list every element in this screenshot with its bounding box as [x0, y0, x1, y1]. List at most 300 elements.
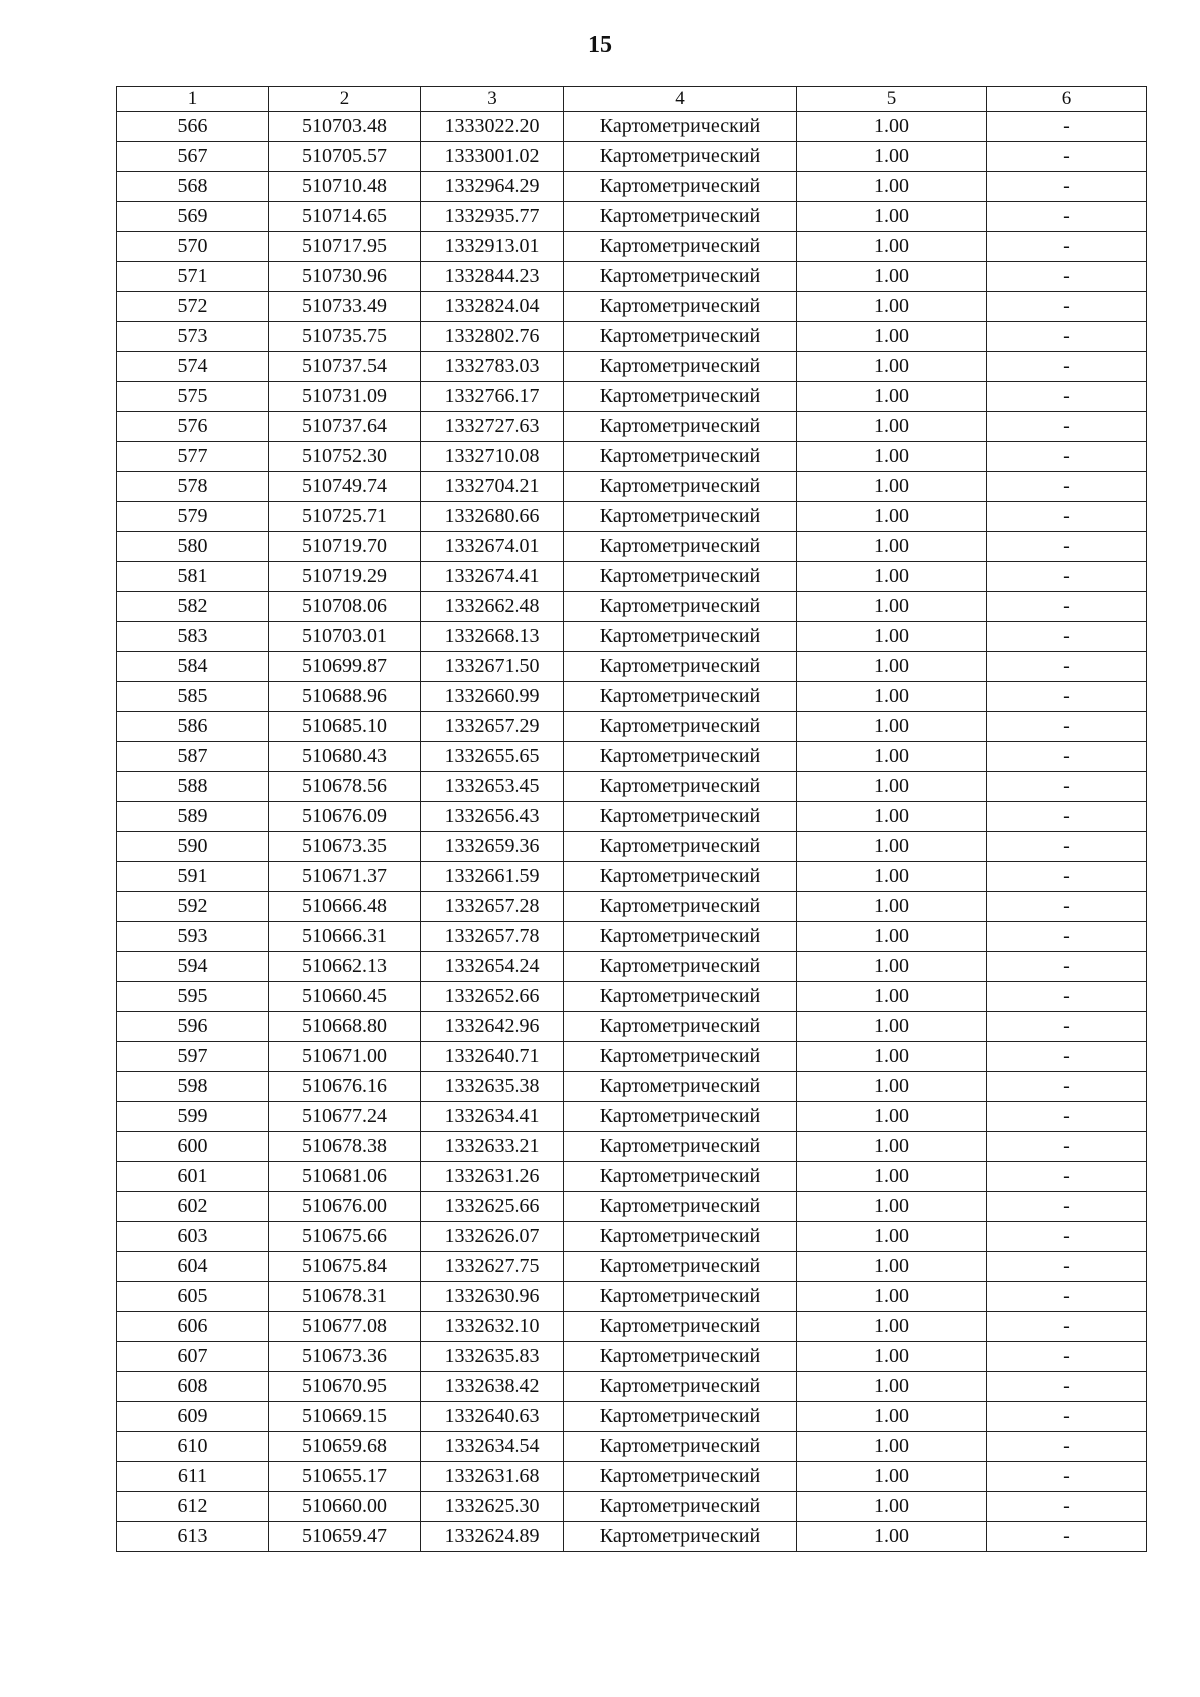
method-cell: Картометрический	[564, 202, 797, 232]
method-cell: Картометрический	[564, 1132, 797, 1162]
description-cell: -	[987, 352, 1147, 382]
table-row	[117, 1162, 1147, 1192]
table-row	[117, 1102, 1147, 1132]
method-cell: Картометрический	[564, 352, 797, 382]
y-coordinate-cell: 1332632.10	[421, 1312, 564, 1342]
point-number-cell: 586	[117, 712, 269, 742]
y-coordinate-cell: 1332625.30	[421, 1492, 564, 1522]
x-coordinate-cell: 510676.00	[269, 1192, 421, 1222]
method-cell: Картометрический	[564, 892, 797, 922]
table-row	[117, 472, 1147, 502]
point-number-cell: 578	[117, 472, 269, 502]
x-coordinate-cell: 510735.75	[269, 322, 421, 352]
method-cell: Картометрический	[564, 1162, 797, 1192]
point-number-cell: 570	[117, 232, 269, 262]
accuracy-cell: 1.00	[797, 142, 987, 172]
table-row	[117, 742, 1147, 772]
y-coordinate-cell: 1332727.63	[421, 412, 564, 442]
y-coordinate-cell: 1332633.21	[421, 1132, 564, 1162]
table-row	[117, 352, 1147, 382]
x-coordinate-cell: 510737.64	[269, 412, 421, 442]
accuracy-cell: 1.00	[797, 1162, 987, 1192]
point-number-cell: 605	[117, 1282, 269, 1312]
y-coordinate-cell: 1332674.41	[421, 562, 564, 592]
x-coordinate-cell: 510725.71	[269, 502, 421, 532]
accuracy-cell: 1.00	[797, 1402, 987, 1432]
point-number-cell: 590	[117, 832, 269, 862]
x-coordinate-cell: 510670.95	[269, 1372, 421, 1402]
accuracy-cell: 1.00	[797, 1072, 987, 1102]
y-coordinate-cell: 1332624.89	[421, 1522, 564, 1552]
description-cell: -	[987, 232, 1147, 262]
method-cell: Картометрический	[564, 262, 797, 292]
accuracy-cell: 1.00	[797, 1192, 987, 1222]
description-cell: -	[987, 1402, 1147, 1432]
x-coordinate-cell: 510719.70	[269, 532, 421, 562]
table-row	[117, 1192, 1147, 1222]
page-number: 15	[588, 32, 612, 58]
point-number-cell: 585	[117, 682, 269, 712]
accuracy-cell: 1.00	[797, 502, 987, 532]
accuracy-cell: 1.00	[797, 1132, 987, 1162]
point-number-cell: 571	[117, 262, 269, 292]
method-cell: Картометрический	[564, 1432, 797, 1462]
column-header: 6	[987, 87, 1147, 112]
method-cell: Картометрический	[564, 1252, 797, 1282]
description-cell: -	[987, 172, 1147, 202]
table-row	[117, 172, 1147, 202]
x-coordinate-cell: 510714.65	[269, 202, 421, 232]
table-row	[117, 892, 1147, 922]
y-coordinate-cell: 1332638.42	[421, 1372, 564, 1402]
accuracy-cell: 1.00	[797, 652, 987, 682]
table-row	[117, 802, 1147, 832]
point-number-cell: 587	[117, 742, 269, 772]
y-coordinate-cell: 1332640.71	[421, 1042, 564, 1072]
point-number-cell: 580	[117, 532, 269, 562]
description-cell: -	[987, 1132, 1147, 1162]
y-coordinate-cell: 1332625.66	[421, 1192, 564, 1222]
method-cell: Картометрический	[564, 1312, 797, 1342]
point-number-cell: 603	[117, 1222, 269, 1252]
accuracy-cell: 1.00	[797, 1252, 987, 1282]
point-number-cell: 610	[117, 1432, 269, 1462]
description-cell: -	[987, 1432, 1147, 1462]
method-cell: Картометрический	[564, 1072, 797, 1102]
description-cell: -	[987, 142, 1147, 172]
description-cell: -	[987, 652, 1147, 682]
point-number-cell: 581	[117, 562, 269, 592]
accuracy-cell: 1.00	[797, 352, 987, 382]
method-cell: Картометрический	[564, 1522, 797, 1552]
description-cell: -	[987, 1522, 1147, 1552]
table-row	[117, 592, 1147, 622]
point-number-cell: 609	[117, 1402, 269, 1432]
description-cell: -	[987, 562, 1147, 592]
y-coordinate-cell: 1332635.83	[421, 1342, 564, 1372]
x-coordinate-cell: 510731.09	[269, 382, 421, 412]
accuracy-cell: 1.00	[797, 982, 987, 1012]
x-coordinate-cell: 510660.45	[269, 982, 421, 1012]
method-cell: Картометрический	[564, 1402, 797, 1432]
y-coordinate-cell: 1332824.04	[421, 292, 564, 322]
accuracy-cell: 1.00	[797, 412, 987, 442]
x-coordinate-cell: 510677.24	[269, 1102, 421, 1132]
description-cell: -	[987, 1042, 1147, 1072]
column-header: 2	[269, 87, 421, 112]
point-number-cell: 574	[117, 352, 269, 382]
table-row	[117, 862, 1147, 892]
description-cell: -	[987, 1162, 1147, 1192]
accuracy-cell: 1.00	[797, 1042, 987, 1072]
table-row	[117, 1432, 1147, 1462]
method-cell: Картометрический	[564, 1372, 797, 1402]
description-cell: -	[987, 772, 1147, 802]
y-coordinate-cell: 1332661.59	[421, 862, 564, 892]
y-coordinate-cell: 1332674.01	[421, 532, 564, 562]
point-number-cell: 577	[117, 442, 269, 472]
coordinates-table	[116, 86, 1147, 1552]
y-coordinate-cell: 1332660.99	[421, 682, 564, 712]
x-coordinate-cell: 510737.54	[269, 352, 421, 382]
point-number-cell: 600	[117, 1132, 269, 1162]
point-number-cell: 595	[117, 982, 269, 1012]
table-row	[117, 712, 1147, 742]
table-row	[117, 262, 1147, 292]
y-coordinate-cell: 1332668.13	[421, 622, 564, 652]
table-row	[117, 1402, 1147, 1432]
point-number-cell: 593	[117, 922, 269, 952]
method-cell: Картометрический	[564, 742, 797, 772]
method-cell: Картометрический	[564, 622, 797, 652]
y-coordinate-cell: 1332710.08	[421, 442, 564, 472]
description-cell: -	[987, 1312, 1147, 1342]
point-number-cell: 596	[117, 1012, 269, 1042]
point-number-cell: 568	[117, 172, 269, 202]
description-cell: -	[987, 382, 1147, 412]
table-row	[117, 142, 1147, 172]
method-cell: Картометрический	[564, 232, 797, 262]
method-cell: Картометрический	[564, 322, 797, 352]
point-number-cell: 582	[117, 592, 269, 622]
column-header: 3	[421, 87, 564, 112]
y-coordinate-cell: 1332642.96	[421, 1012, 564, 1042]
point-number-cell: 583	[117, 622, 269, 652]
y-coordinate-cell: 1332935.77	[421, 202, 564, 232]
x-coordinate-cell: 510681.06	[269, 1162, 421, 1192]
accuracy-cell: 1.00	[797, 1282, 987, 1312]
x-coordinate-cell: 510749.74	[269, 472, 421, 502]
table-row	[117, 832, 1147, 862]
accuracy-cell: 1.00	[797, 472, 987, 502]
description-cell: -	[987, 982, 1147, 1012]
table-header-row	[117, 87, 1147, 112]
x-coordinate-cell: 510659.68	[269, 1432, 421, 1462]
y-coordinate-cell: 1332631.26	[421, 1162, 564, 1192]
description-cell: -	[987, 532, 1147, 562]
table-body	[117, 112, 1147, 1552]
table-row	[117, 622, 1147, 652]
point-number-cell: 567	[117, 142, 269, 172]
accuracy-cell: 1.00	[797, 382, 987, 412]
description-cell: -	[987, 1462, 1147, 1492]
accuracy-cell: 1.00	[797, 232, 987, 262]
point-number-cell: 589	[117, 802, 269, 832]
method-cell: Картометрический	[564, 382, 797, 412]
y-coordinate-cell: 1332635.38	[421, 1072, 564, 1102]
table-row	[117, 772, 1147, 802]
accuracy-cell: 1.00	[797, 562, 987, 592]
y-coordinate-cell: 1332766.17	[421, 382, 564, 412]
description-cell: -	[987, 1372, 1147, 1402]
method-cell: Картометрический	[564, 652, 797, 682]
x-coordinate-cell: 510676.16	[269, 1072, 421, 1102]
method-cell: Картометрический	[564, 442, 797, 472]
table-row	[117, 1132, 1147, 1162]
description-cell: -	[987, 502, 1147, 532]
y-coordinate-cell: 1332671.50	[421, 652, 564, 682]
x-coordinate-cell: 510675.66	[269, 1222, 421, 1252]
method-cell: Картометрический	[564, 292, 797, 322]
x-coordinate-cell: 510708.06	[269, 592, 421, 622]
accuracy-cell: 1.00	[797, 1222, 987, 1252]
table-row	[117, 1012, 1147, 1042]
table-row	[117, 502, 1147, 532]
y-coordinate-cell: 1332913.01	[421, 232, 564, 262]
table-row	[117, 112, 1147, 142]
table-row	[117, 412, 1147, 442]
x-coordinate-cell: 510699.87	[269, 652, 421, 682]
accuracy-cell: 1.00	[797, 202, 987, 232]
accuracy-cell: 1.00	[797, 802, 987, 832]
table-row	[117, 1462, 1147, 1492]
point-number-cell: 573	[117, 322, 269, 352]
accuracy-cell: 1.00	[797, 592, 987, 622]
x-coordinate-cell: 510677.08	[269, 1312, 421, 1342]
y-coordinate-cell: 1333001.02	[421, 142, 564, 172]
accuracy-cell: 1.00	[797, 832, 987, 862]
point-number-cell: 608	[117, 1372, 269, 1402]
point-number-cell: 584	[117, 652, 269, 682]
point-number-cell: 575	[117, 382, 269, 412]
point-number-cell: 599	[117, 1102, 269, 1132]
method-cell: Картометрический	[564, 952, 797, 982]
accuracy-cell: 1.00	[797, 622, 987, 652]
point-number-cell: 588	[117, 772, 269, 802]
x-coordinate-cell: 510660.00	[269, 1492, 421, 1522]
accuracy-cell: 1.00	[797, 1012, 987, 1042]
description-cell: -	[987, 412, 1147, 442]
point-number-cell: 579	[117, 502, 269, 532]
method-cell: Картометрический	[564, 802, 797, 832]
x-coordinate-cell: 510685.10	[269, 712, 421, 742]
point-number-cell: 597	[117, 1042, 269, 1072]
accuracy-cell: 1.00	[797, 1462, 987, 1492]
point-number-cell: 591	[117, 862, 269, 892]
point-number-cell: 572	[117, 292, 269, 322]
x-coordinate-cell: 510710.48	[269, 172, 421, 202]
x-coordinate-cell: 510717.95	[269, 232, 421, 262]
accuracy-cell: 1.00	[797, 862, 987, 892]
method-cell: Картометрический	[564, 532, 797, 562]
method-cell: Картометрический	[564, 1282, 797, 1312]
accuracy-cell: 1.00	[797, 172, 987, 202]
description-cell: -	[987, 292, 1147, 322]
accuracy-cell: 1.00	[797, 682, 987, 712]
description-cell: -	[987, 622, 1147, 652]
method-cell: Картометрический	[564, 682, 797, 712]
description-cell: -	[987, 472, 1147, 502]
column-header: 5	[797, 87, 987, 112]
y-coordinate-cell: 1332844.23	[421, 262, 564, 292]
method-cell: Картометрический	[564, 112, 797, 142]
x-coordinate-cell: 510673.35	[269, 832, 421, 862]
method-cell: Картометрический	[564, 862, 797, 892]
method-cell: Картометрический	[564, 412, 797, 442]
x-coordinate-cell: 510673.36	[269, 1342, 421, 1372]
accuracy-cell: 1.00	[797, 262, 987, 292]
accuracy-cell: 1.00	[797, 532, 987, 562]
table-row	[117, 562, 1147, 592]
table-row	[117, 322, 1147, 352]
table-row	[117, 922, 1147, 952]
method-cell: Картометрический	[564, 712, 797, 742]
table-row	[117, 1222, 1147, 1252]
y-coordinate-cell: 1332634.41	[421, 1102, 564, 1132]
table-row	[117, 1252, 1147, 1282]
x-coordinate-cell: 510655.17	[269, 1462, 421, 1492]
accuracy-cell: 1.00	[797, 1372, 987, 1402]
table-row	[117, 952, 1147, 982]
point-number-cell: 566	[117, 112, 269, 142]
table-row	[117, 1312, 1147, 1342]
description-cell: -	[987, 1282, 1147, 1312]
point-number-cell: 569	[117, 202, 269, 232]
x-coordinate-cell: 510671.00	[269, 1042, 421, 1072]
y-coordinate-cell: 1332802.76	[421, 322, 564, 352]
column-header: 1	[117, 87, 269, 112]
x-coordinate-cell: 510733.49	[269, 292, 421, 322]
table-row	[117, 1282, 1147, 1312]
description-cell: -	[987, 802, 1147, 832]
x-coordinate-cell: 510659.47	[269, 1522, 421, 1552]
accuracy-cell: 1.00	[797, 112, 987, 142]
x-coordinate-cell: 510688.96	[269, 682, 421, 712]
method-cell: Картометрический	[564, 832, 797, 862]
method-cell: Картометрический	[564, 982, 797, 1012]
table-row	[117, 1492, 1147, 1522]
description-cell: -	[987, 202, 1147, 232]
method-cell: Картометрический	[564, 502, 797, 532]
table-row	[117, 382, 1147, 412]
y-coordinate-cell: 1333022.20	[421, 112, 564, 142]
description-cell: -	[987, 922, 1147, 952]
description-cell: -	[987, 832, 1147, 862]
x-coordinate-cell: 510730.96	[269, 262, 421, 292]
accuracy-cell: 1.00	[797, 322, 987, 352]
description-cell: -	[987, 952, 1147, 982]
description-cell: -	[987, 1072, 1147, 1102]
point-number-cell: 612	[117, 1492, 269, 1522]
table-row	[117, 1522, 1147, 1552]
x-coordinate-cell: 510671.37	[269, 862, 421, 892]
x-coordinate-cell: 510719.29	[269, 562, 421, 592]
table-row	[117, 1072, 1147, 1102]
accuracy-cell: 1.00	[797, 712, 987, 742]
method-cell: Картометрический	[564, 1012, 797, 1042]
x-coordinate-cell: 510676.09	[269, 802, 421, 832]
table-row	[117, 682, 1147, 712]
description-cell: -	[987, 1102, 1147, 1132]
y-coordinate-cell: 1332627.75	[421, 1252, 564, 1282]
method-cell: Картометрический	[564, 1222, 797, 1252]
method-cell: Картометрический	[564, 472, 797, 502]
y-coordinate-cell: 1332656.43	[421, 802, 564, 832]
method-cell: Картометрический	[564, 1042, 797, 1072]
y-coordinate-cell: 1332630.96	[421, 1282, 564, 1312]
accuracy-cell: 1.00	[797, 1102, 987, 1132]
accuracy-cell: 1.00	[797, 1342, 987, 1372]
point-number-cell: 606	[117, 1312, 269, 1342]
method-cell: Картометрический	[564, 172, 797, 202]
point-number-cell: 592	[117, 892, 269, 922]
description-cell: -	[987, 442, 1147, 472]
x-coordinate-cell: 510678.56	[269, 772, 421, 802]
x-coordinate-cell: 510705.57	[269, 142, 421, 172]
description-cell: -	[987, 112, 1147, 142]
table-row	[117, 1042, 1147, 1072]
y-coordinate-cell: 1332680.66	[421, 502, 564, 532]
table-row	[117, 532, 1147, 562]
accuracy-cell: 1.00	[797, 1312, 987, 1342]
x-coordinate-cell: 510662.13	[269, 952, 421, 982]
accuracy-cell: 1.00	[797, 1492, 987, 1522]
description-cell: -	[987, 1342, 1147, 1372]
table-row	[117, 1372, 1147, 1402]
method-cell: Картометрический	[564, 922, 797, 952]
y-coordinate-cell: 1332657.29	[421, 712, 564, 742]
description-cell: -	[987, 262, 1147, 292]
accuracy-cell: 1.00	[797, 952, 987, 982]
point-number-cell: 594	[117, 952, 269, 982]
method-cell: Картометрический	[564, 1342, 797, 1372]
accuracy-cell: 1.00	[797, 892, 987, 922]
y-coordinate-cell: 1332659.36	[421, 832, 564, 862]
y-coordinate-cell: 1332653.45	[421, 772, 564, 802]
x-coordinate-cell: 510668.80	[269, 1012, 421, 1042]
table-row	[117, 1342, 1147, 1372]
x-coordinate-cell: 510678.31	[269, 1282, 421, 1312]
x-coordinate-cell: 510703.48	[269, 112, 421, 142]
table-row	[117, 292, 1147, 322]
method-cell: Картометрический	[564, 772, 797, 802]
y-coordinate-cell: 1332654.24	[421, 952, 564, 982]
description-cell: -	[987, 1012, 1147, 1042]
description-cell: -	[987, 712, 1147, 742]
accuracy-cell: 1.00	[797, 292, 987, 322]
table-row	[117, 232, 1147, 262]
accuracy-cell: 1.00	[797, 922, 987, 952]
x-coordinate-cell: 510669.15	[269, 1402, 421, 1432]
description-cell: -	[987, 742, 1147, 772]
y-coordinate-cell: 1332657.28	[421, 892, 564, 922]
method-cell: Картометрический	[564, 592, 797, 622]
method-cell: Картометрический	[564, 1492, 797, 1522]
point-number-cell: 576	[117, 412, 269, 442]
y-coordinate-cell: 1332662.48	[421, 592, 564, 622]
point-number-cell: 598	[117, 1072, 269, 1102]
y-coordinate-cell: 1332626.07	[421, 1222, 564, 1252]
